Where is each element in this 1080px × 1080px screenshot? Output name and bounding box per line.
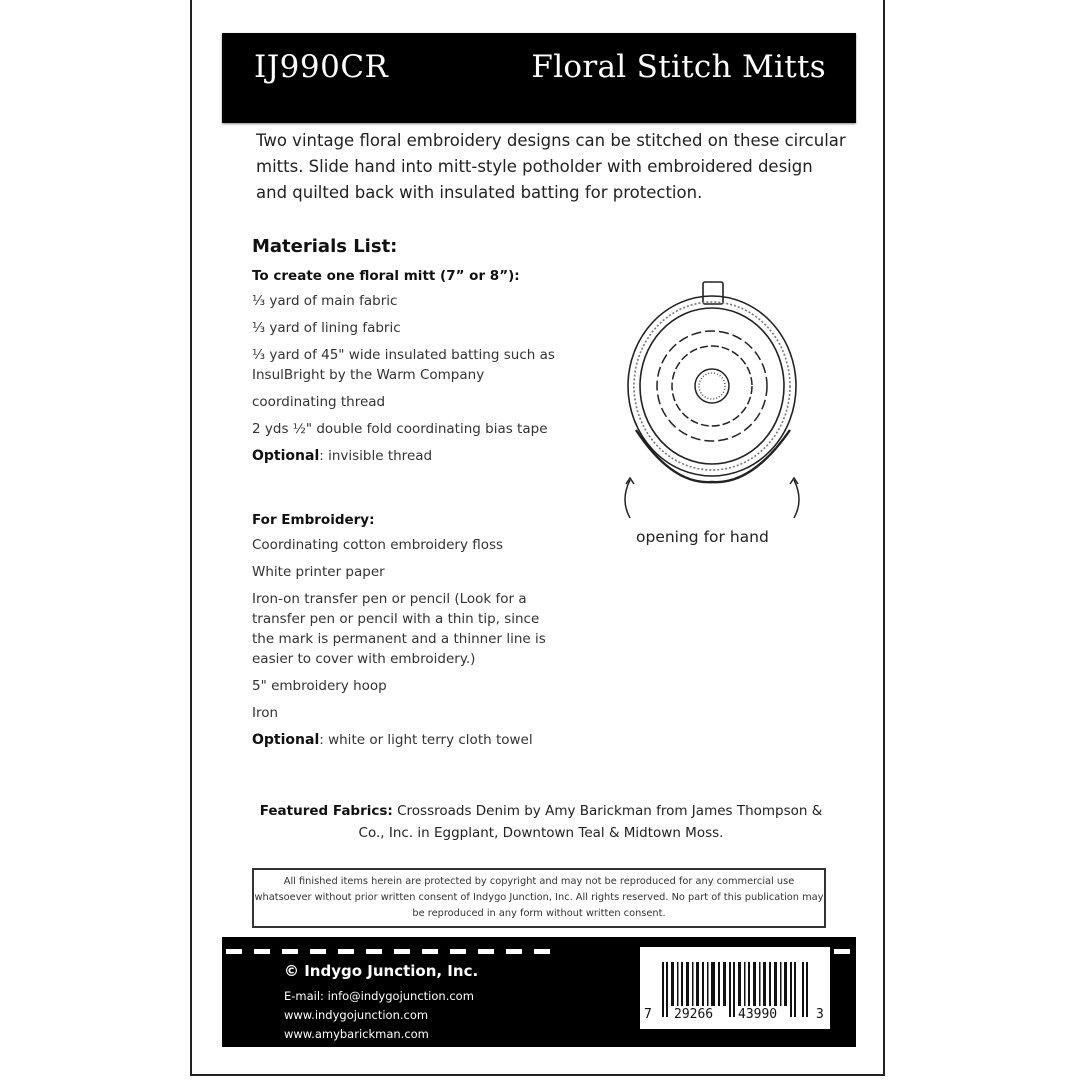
list-item: 2 yds ½" double fold coordinating bias tape bbox=[252, 421, 548, 437]
optional-text: : invisible thread bbox=[319, 448, 433, 464]
website-link[interactable]: www.amybarickman.com bbox=[284, 1027, 429, 1041]
optional-label: Optional bbox=[252, 732, 320, 748]
list-item: 5" embroidery hoop bbox=[252, 678, 387, 694]
list-item: White printer paper bbox=[252, 564, 385, 580]
list-item: coordinating thread bbox=[252, 394, 386, 410]
optional-text: : white or light terry cloth towel bbox=[319, 732, 533, 748]
company-name: © Indygo Junction, Inc. bbox=[284, 962, 479, 980]
barcode-digit: 7 bbox=[644, 1007, 652, 1022]
floral-mitt-illustration bbox=[612, 280, 812, 520]
list-item: ⅓ yard of lining fabric bbox=[252, 320, 401, 336]
featured-fabrics bbox=[258, 800, 824, 844]
intro-description: Two vintage floral embroidery designs can be stitched on these circular mitts. Slide hand into mitt-style potholder with embroidered design and quilted back with insulated batting for protection. bbox=[256, 131, 846, 202]
featured-label: Featured Fabrics: bbox=[259, 803, 393, 819]
footer-bar bbox=[222, 937, 856, 1047]
website-link[interactable]: www.indygojunction.com bbox=[284, 1008, 429, 1022]
mitt-materials-heading: To create one floral mitt (7” or 8”): bbox=[252, 268, 520, 284]
barcode-digit: 3 bbox=[816, 1007, 824, 1022]
barcode-digits: 43990 bbox=[738, 1007, 778, 1022]
email: E-mail: info@indygojunction.com bbox=[284, 989, 474, 1003]
list-item: ⅓ yard of 45" wide insulated batting such as InsulBright by the Warm Company bbox=[252, 347, 555, 383]
contact-info bbox=[284, 987, 474, 1044]
embroidery-materials-list bbox=[252, 512, 582, 757]
list-item-optional bbox=[252, 730, 582, 750]
pattern-sku: IJ990CR bbox=[254, 49, 389, 85]
stitch-line-decoration bbox=[834, 949, 850, 954]
mitt-materials-list bbox=[252, 268, 582, 473]
list-item: ⅓ yard of main fabric bbox=[252, 293, 398, 309]
materials-title: Materials List: bbox=[252, 236, 398, 257]
illustration-caption: opening for hand bbox=[636, 528, 769, 546]
optional-label: Optional bbox=[252, 448, 320, 464]
list-item: Iron-on transfer pen or pencil (Look for a transfer pen or pencil with a thin tip, since the mark is permanent and a thinner line is easier to cover with embroidery.) bbox=[252, 591, 546, 667]
barcode bbox=[640, 947, 830, 1029]
featured-text: Crossroads Denim by Amy Barickman from James Thompson & Co., Inc. in Eggplant, Downtown Teal & Midtown Moss. bbox=[358, 803, 823, 841]
list-item: Iron bbox=[252, 705, 279, 721]
copyright-notice: All finished items herein are protected by copyright and may not be reproduced for any commercial use whatsoever without prior written consent of Indygo Junction, Inc. All rights reserved. No part of this publication may be reproduced in any form without written consent. bbox=[252, 868, 826, 928]
barcode-digits: 29266 bbox=[674, 1007, 714, 1022]
header-bar bbox=[222, 33, 856, 123]
list-item: Coordinating cotton embroidery floss bbox=[252, 537, 504, 553]
list-item-optional bbox=[252, 446, 582, 466]
stitch-line-decoration bbox=[226, 949, 552, 954]
embroidery-heading: For Embroidery: bbox=[252, 512, 375, 528]
pattern-title: Floral Stitch Mitts bbox=[531, 49, 826, 85]
